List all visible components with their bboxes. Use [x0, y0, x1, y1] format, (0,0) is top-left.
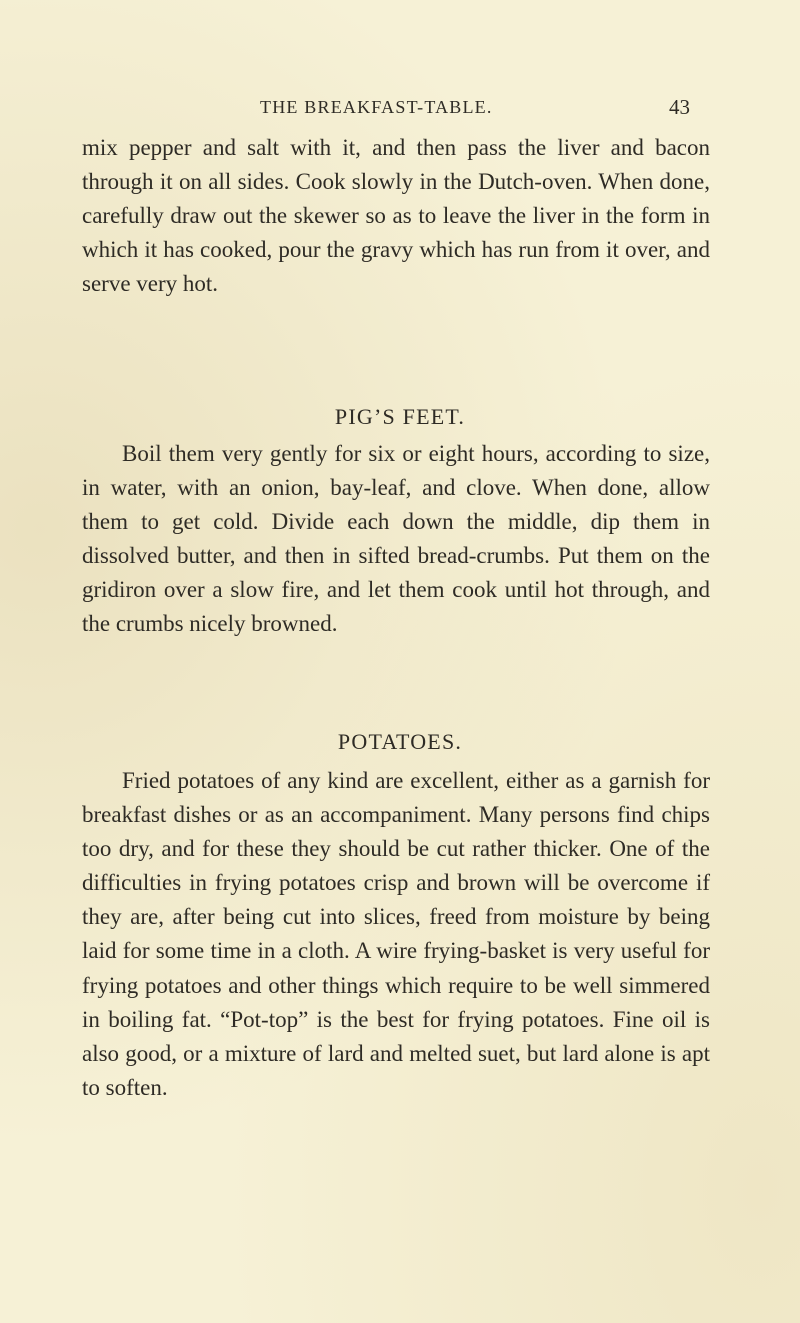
- section-body-pigs-feet: Boil them very gently for six or eight hours, according to size, in water, with an onion, bay-leaf, and clove. When done, allow them to get cold. Divide each down the middle, dip them in dissolved butter, and then in sifted bread-crumbs. Put them on the gridiron over a slow fire, and let them cook until hot through, and the crumbs nicely browned.: [82, 441, 710, 637]
- running-head: [0, 92, 800, 122]
- running-title: THE BREAKFAST-TABLE.: [260, 97, 493, 117]
- section-heading-potatoes: POTATOES.: [337, 729, 463, 754]
- section-body-potatoes: Fried potatoes of any kind are excellent, either as a garnish for breakfast dishes or as an accompaniment. Many persons find chips too dry, and for these they should be cut rather thicker. One of the difficulties in frying potatoes crisp and brown will be overcome if they are, after being cut into slices, freed from moisture by being laid for some time in a cloth. A wire frying-basket is very useful for frying potatoes and other things which require to be well simmered in boiling fat. “Pot-top” is the best for frying potatoes. Fine oil is also good, or a mixture of lard and melted suet, but lard alone is apt to soften.: [82, 768, 710, 1100]
- section-heading-pigs-feet: PIG’S FEET.: [334, 404, 466, 429]
- page-number: 43: [669, 95, 690, 119]
- intro-paragraph: mix pepper and salt with it, and then pass the liver and bacon through it on all sides. Cook slowly in the Dutch-oven. When done, carefully draw out the skewer so as to leave the liver in the form in which it has cooked, pour the gravy which has run from it over, and serve very hot.: [82, 135, 710, 297]
